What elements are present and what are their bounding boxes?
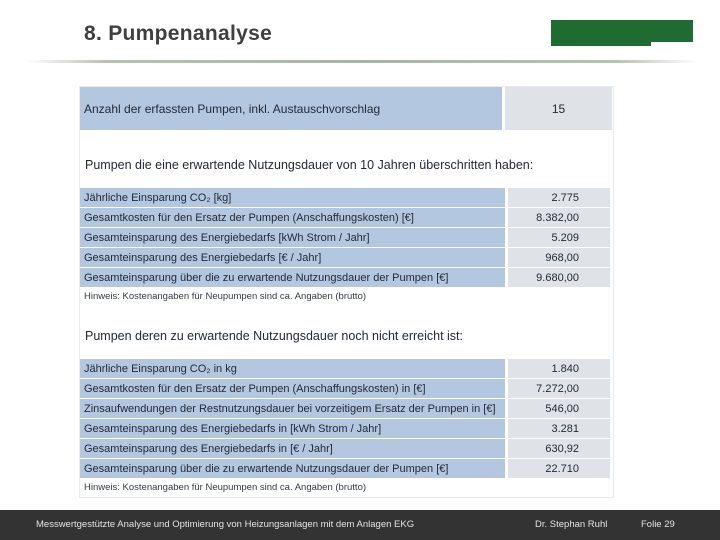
header-divider <box>26 60 698 63</box>
section1-note: Hinweis: Kostenangaben für Neupumpen sind ca. Angaben (brutto) <box>84 291 367 302</box>
summary-value: 15 <box>505 87 612 130</box>
table-row <box>80 228 610 247</box>
row-value: 7.272,00 <box>508 379 610 398</box>
section2-table <box>80 359 610 479</box>
table-row <box>80 268 610 287</box>
section1-table <box>80 188 610 288</box>
section2-heading: Pumpen deren zu erwartende Nutzungsdauer noch nicht erreicht ist: <box>85 329 463 343</box>
section2-note: Hinweis: Kostenangaben für Neupumpen sind ca. Angaben (brutto) <box>84 482 367 493</box>
table-row <box>80 459 610 478</box>
table-row <box>80 359 610 378</box>
footer-author: Dr. Stephan Ruhl <box>535 519 608 530</box>
row-value: 1.840 <box>508 359 610 378</box>
row-label: Gesamteinsparung über die zu erwartende Nutzungsdauer der Pumpen [€] <box>80 459 505 478</box>
row-label: Gesamtkosten für den Ersatz der Pumpen (Anschaffungskosten) [€] <box>80 208 505 227</box>
table-row <box>80 188 610 207</box>
section1-heading: Pumpen die eine erwartende Nutzungsdauer von 10 Jahren überschritten haben: <box>85 158 534 172</box>
row-label: Gesamteinsparung über die zu erwartende Nutzungsdauer der Pumpen [€] <box>80 268 505 287</box>
table-row <box>80 439 610 458</box>
row-label: Gesamteinsparung des Energiebedarfs [kWh Strom / Jahr] <box>80 228 505 247</box>
logo-block <box>551 20 693 46</box>
row-value: 968,00 <box>508 248 610 267</box>
row-label: Gesamtkosten für den Ersatz der Pumpen (Anschaffungskosten) in [€] <box>80 379 505 398</box>
table-row <box>80 208 610 227</box>
row-label: Gesamteinsparung des Energiebedarfs in [kWh Strom / Jahr] <box>80 419 505 438</box>
row-value: 22.710 <box>508 459 610 478</box>
slide-title: 8. Pumpenanalyse <box>84 22 273 45</box>
row-value: 2.775 <box>508 188 610 207</box>
logo-bar-top <box>551 20 693 42</box>
row-value: 5.209 <box>508 228 610 247</box>
footer-description: Messwertgestützte Analyse und Optimierung von Heizungsanlagen mit dem Anlagen EKG <box>36 519 415 530</box>
row-label: Zinsaufwendungen der Restnutzungsdauer bei vorzeitigem Ersatz der Pumpen in [€] <box>80 399 505 418</box>
row-value: 3.281 <box>508 419 610 438</box>
slide-footer <box>0 510 720 540</box>
row-value: 8.382,00 <box>508 208 610 227</box>
row-label: Jährliche Einsparung CO₂ [kg] <box>80 188 505 207</box>
row-label: Jährliche Einsparung CO₂ in kg <box>80 359 505 378</box>
table-row <box>80 399 610 418</box>
table-row <box>80 379 610 398</box>
footer-slide-number: Folie 29 <box>641 519 675 530</box>
row-value: 546,00 <box>508 399 610 418</box>
summary-row <box>80 87 612 130</box>
row-label: Gesamteinsparung des Energiebedarfs [€ / Jahr] <box>80 248 505 267</box>
table-row <box>80 419 610 438</box>
table-row <box>80 248 610 267</box>
row-value: 9.680,00 <box>508 268 610 287</box>
row-label: Gesamteinsparung des Energiebedarfs in [€ / Jahr] <box>80 439 505 458</box>
row-value: 630,92 <box>508 439 610 458</box>
logo-bar-bottom <box>551 42 651 46</box>
summary-label: Anzahl der erfassten Pumpen, inkl. Austauschvorschlag <box>80 87 502 130</box>
